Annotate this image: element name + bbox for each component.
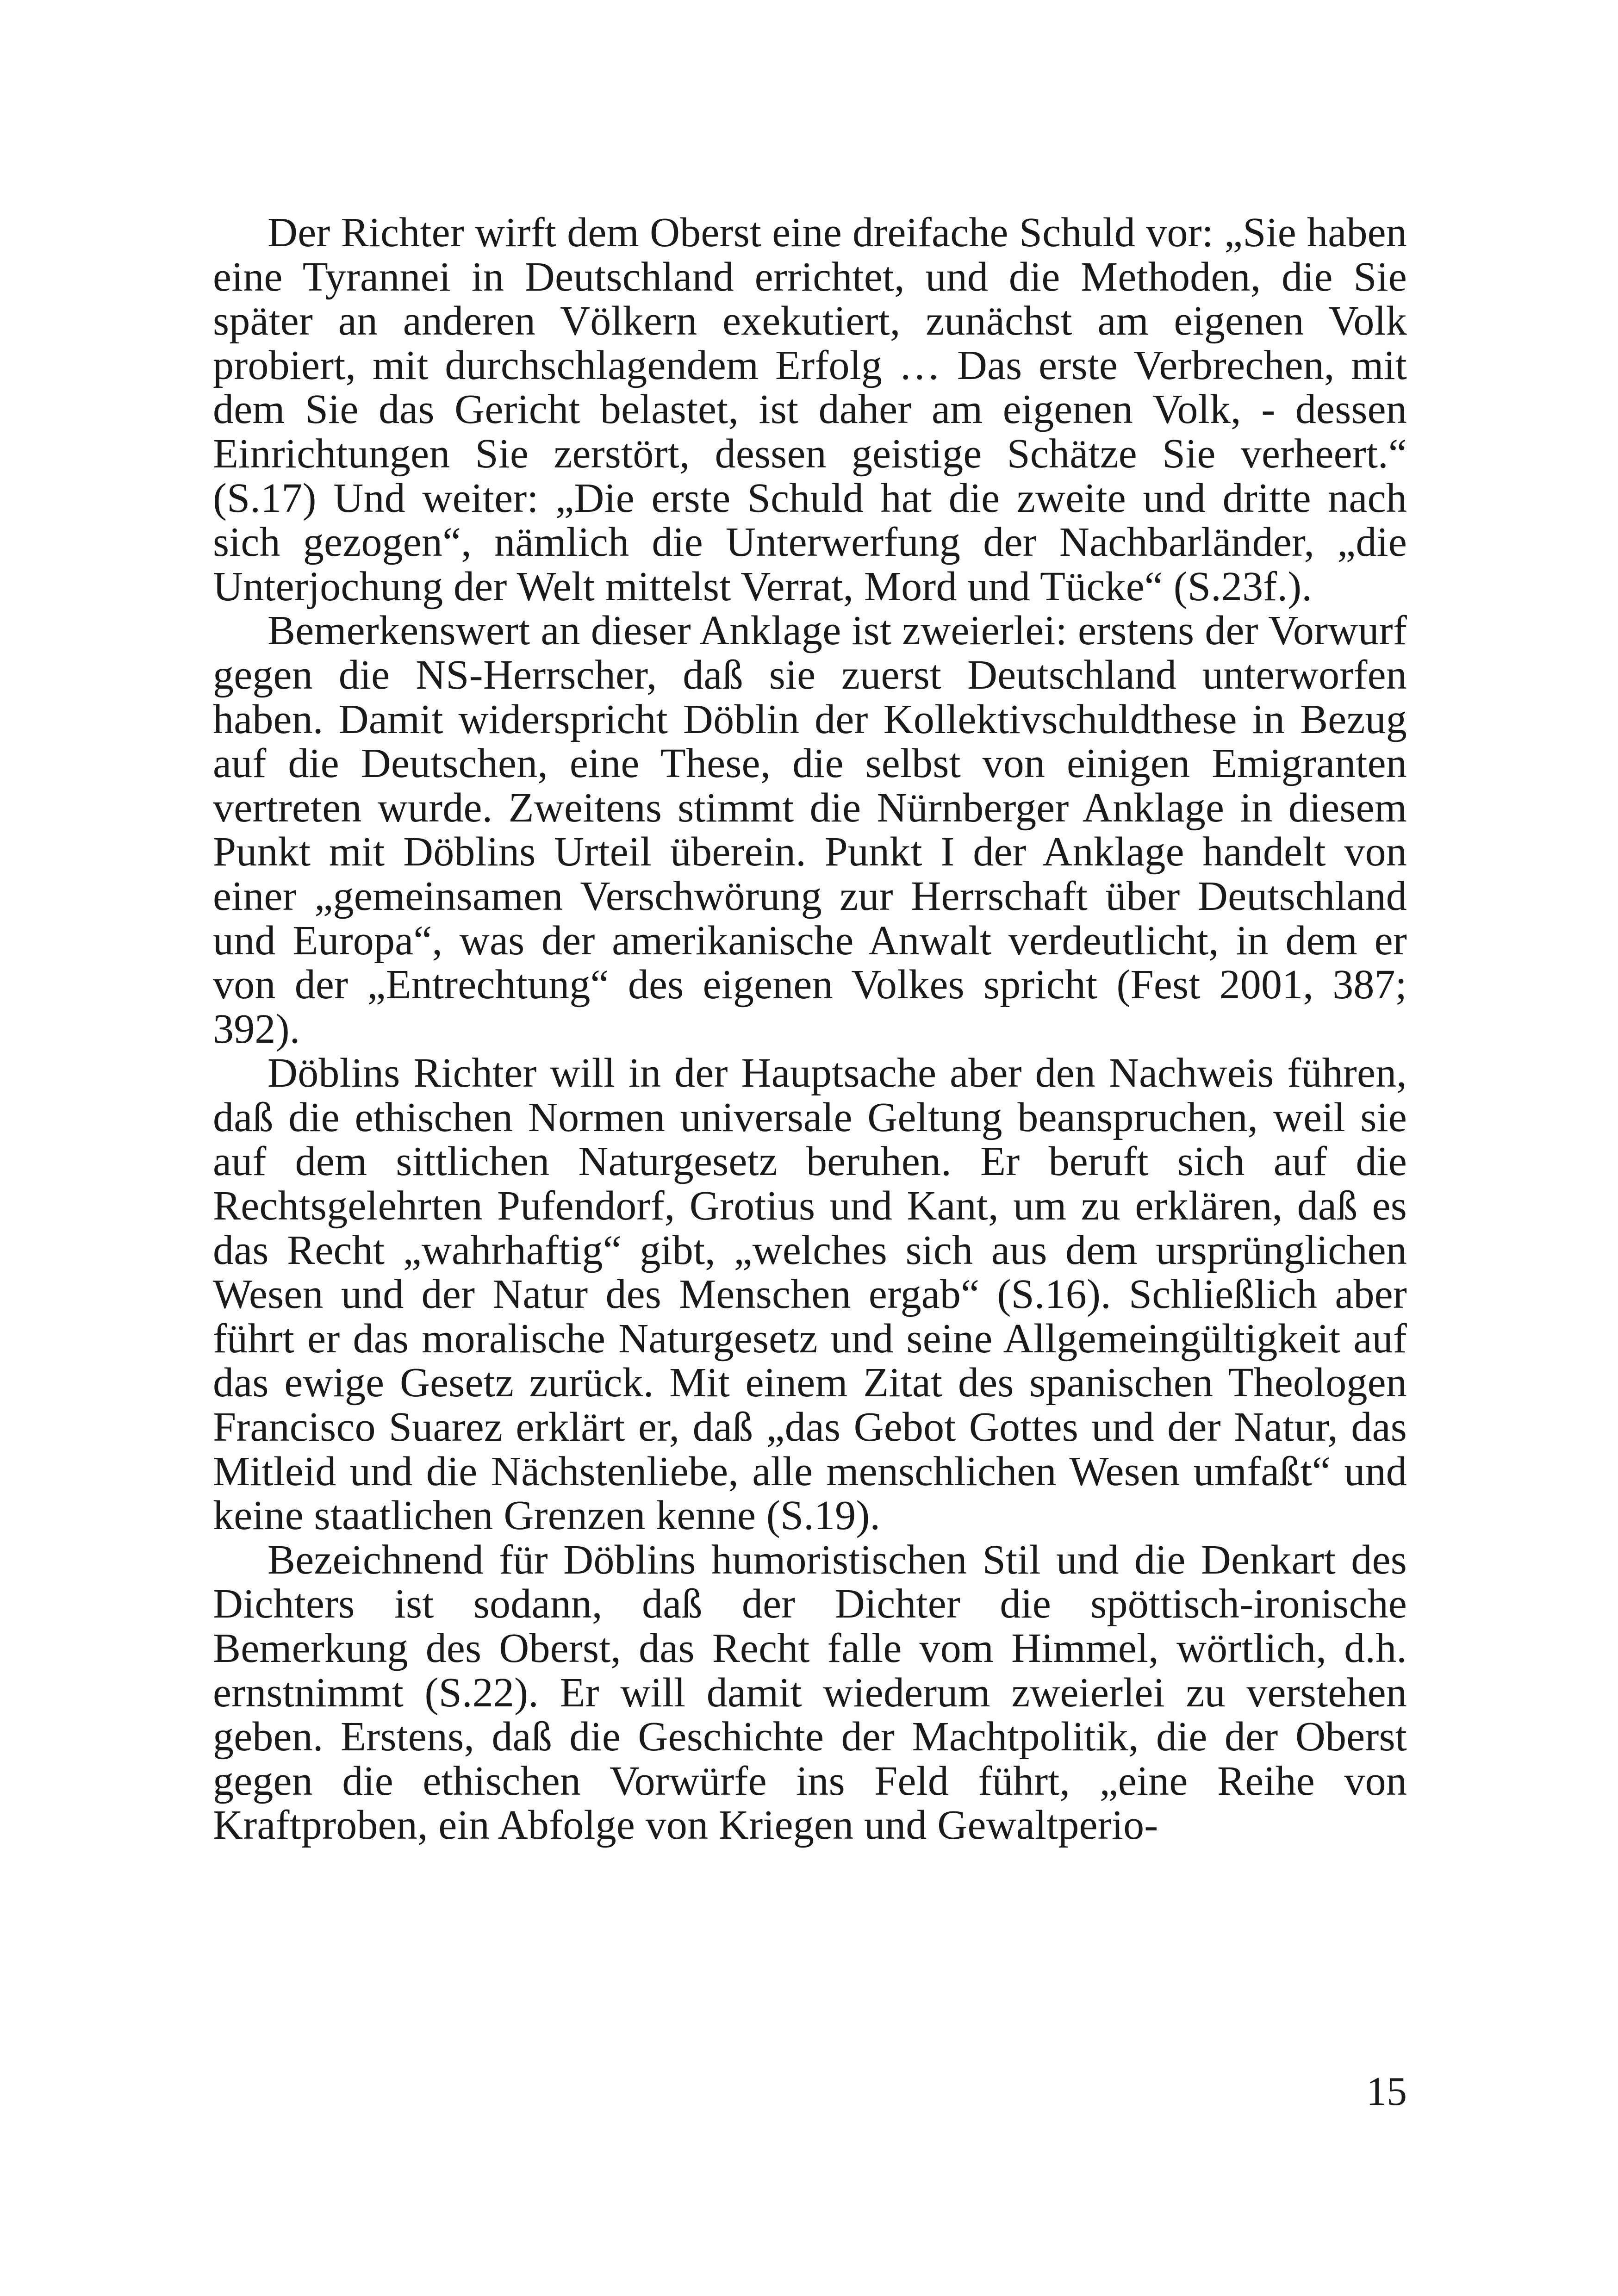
paragraph-2: Bemerkenswert an dieser Anklage ist zweierlei: erstens der Vorwurf gegen die NS-Herrscher, daß sie zuerst Deutschland unterworfen haben. Damit widerspricht Döblin der Kollektivschuldthese in Bezug auf die Deutschen, eine These, die selbst von einigen Emigranten vertreten wurde. Zweitens stimmt die Nürnberger Anklage in diesem Punkt mit Döblins Urteil überein. Punkt I der Anklage handelt von einer „gemeinsamen Verschwörung zur Herrschaft über Deutschland und Europa“, was der amerikanische Anwalt verdeutlicht, in dem er von der „Entrechtung“ des eigenen Volkes spricht (Fest 2001, 387; 392).	[213, 608, 1407, 1052]
paragraph-1: Der Richter wirft dem Oberst eine dreifache Schuld vor: „Sie haben eine Tyrannei in Deutschland errichtet, und die Methoden, die Sie später an anderen Völkern exekutiert, zunächst am eigenen Volk probiert, mit durchschlagendem Erfolg … Das erste Verbrechen, mit dem Sie das Gericht belastet, ist daher am eigenen Volk, - dessen Einrichtungen Sie zerstört, dessen geistige Schätze Sie verheert.“ (S.17) Und weiter: „Die erste Schuld hat die zweite und dritte nach sich gezogen“, nämlich die Unterwerfung der Nachbarländer, „die Unterjochung der Welt mittelst Verrat, Mord und Tücke“ (S.23f.).	[213, 210, 1407, 610]
body-text	[213, 211, 1407, 1848]
paragraph-3: Döblins Richter will in der Hauptsache aber den Nachweis führen, daß die ethischen Normen universale Geltung beanspruchen, weil sie auf dem sittlichen Naturgesetz beruhen. Er beruft sich auf die Rechtsgelehrten Pufendorf, Grotius und Kant, um zu erklären, daß es das Recht „wahrhaftig“ gibt, „welches sich aus dem ursprünglichen Wesen und der Natur des Menschen ergab“ (S.16). Schließlich aber führt er das moralische Naturgesetz und seine Allgemeingültigkeit auf das ewige Gesetz zurück. Mit einem Zitat des spanischen Theologen Francisco Suarez erklärt er, daß „das Gebot Gottes und der Natur, das Mitleid und die Nächstenliebe, alle menschlichen Wesen umfaßt“ und keine staatlichen Grenzen kenne (S.19).	[213, 1050, 1407, 1539]
paragraph-4: Bezeichnend für Döblins humoristischen Stil und die Denkart des Dichters ist sodann, daß der Dichter die spöttisch-ironische Bemerkung des Oberst, das Recht falle vom Himmel, wörtlich, d.h. ernstnimmt (S.22). Er will damit wiederum zweierlei zu verstehen geben. Erstens, daß die Geschichte der Machtpolitik, die der Oberst gegen die ethischen Vorwürfe ins Feld führt, „eine Reihe von Kraftproben, ein Abfolge von Kriegen und Gewaltperio-	[213, 1537, 1407, 1848]
page-number: 15	[1366, 2069, 1407, 2114]
